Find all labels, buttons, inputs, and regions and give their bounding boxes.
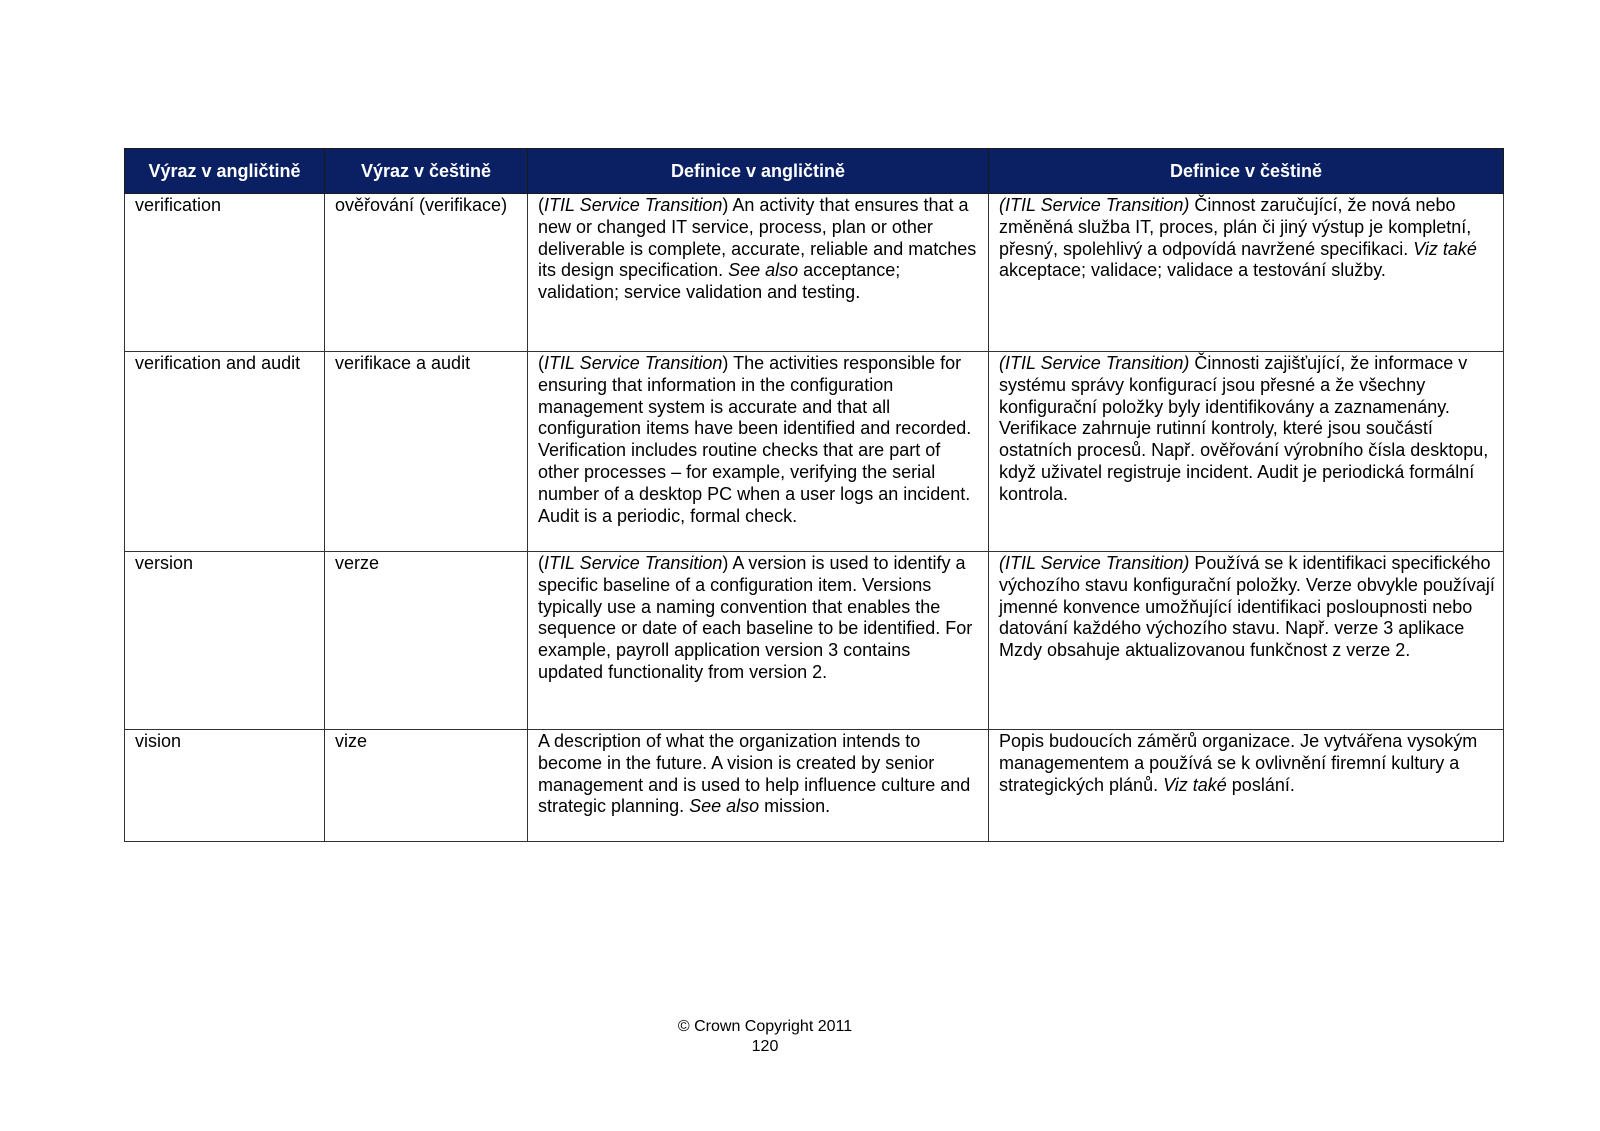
- book-reference: ITIL Service Transition: [544, 553, 723, 573]
- footer-copyright: © Crown Copyright 2011: [677, 1018, 853, 1035]
- term-en-cell: vision: [125, 730, 325, 842]
- text-run: Popis budoucích záměrů organizace. Je vytvářena vysokým managementem a používá se k ovlivnění firemní kultury a strategických plánů.: [999, 731, 1478, 795]
- text-run: Používá se k identifikaci specifického výchozího stavu konfigurační položky. Verze obvykle používají jmenné konvence umožňující identifikaci posloupnosti nebo datování každého výchozího stavu. Např. verze 3 aplikace Mzdy obsahuje aktualizovanou funkčnost z verze 2.: [999, 553, 1495, 661]
- text-run: (: [538, 353, 544, 373]
- definition-cs-cell: [989, 352, 1504, 552]
- text-run: A description of what the organization intends to become in the future. A vision is created by senior management and is used to help influence culture and strategic planning.: [538, 731, 971, 817]
- term-en-cell: verification: [125, 194, 325, 352]
- table-row: [125, 194, 1504, 352]
- definition-en-cell: [528, 552, 989, 730]
- header-definition-cs: Definice v češtině: [989, 149, 1504, 194]
- definition-en-cell: [528, 352, 989, 552]
- term-cs-cell: verze: [325, 552, 528, 730]
- term-cs-cell: vize: [325, 730, 528, 842]
- table-row: [125, 730, 1504, 842]
- book-reference: (ITIL Service Transition): [999, 353, 1190, 373]
- term-cs-cell: verifikace a audit: [325, 352, 528, 552]
- see-also-label: See also: [728, 260, 799, 281]
- term-en-cell: verification and audit: [125, 352, 325, 552]
- definition-cs-cell: [989, 194, 1504, 352]
- text-run: (: [538, 195, 544, 215]
- text-run: (: [538, 553, 544, 573]
- definition-en-cell: [528, 730, 989, 842]
- header-term-en: Výraz v angličtině: [125, 149, 325, 194]
- table-header-row: [125, 149, 1504, 194]
- page-number: 120: [751, 1038, 779, 1055]
- book-reference: ITIL Service Transition: [544, 195, 723, 215]
- text-run: ) A version is used to identify a specific baseline of a configuration item. Versions typically use a naming convention that enables the sequence or date of each baseline to be identified. For example, payroll application version 3 contains updated functionality from version 2.: [538, 553, 973, 682]
- book-reference: (ITIL Service Transition): [999, 195, 1190, 215]
- see-also-label: Viz také: [1413, 238, 1477, 259]
- table-row: [125, 352, 1504, 552]
- see-also-label: Viz také: [1163, 774, 1227, 795]
- header-term-cs: Výraz v češtině: [325, 149, 528, 194]
- term-en-cell: version: [125, 552, 325, 730]
- book-reference: (ITIL Service Transition): [999, 553, 1190, 573]
- term-cs-cell: ověřování (verifikace): [325, 194, 528, 352]
- glossary-table: [124, 148, 1504, 842]
- text-run: mission.: [759, 796, 831, 817]
- text-run: akceptace; validace; validace a testování služby.: [999, 260, 1386, 281]
- table-row: [125, 552, 1504, 730]
- definition-en-cell: [528, 194, 989, 352]
- see-also-label: See also: [689, 796, 760, 817]
- definition-cs-cell: [989, 730, 1504, 842]
- text-run: poslání.: [1226, 774, 1295, 795]
- text-run: Činnosti zajišťující, že informace v systému správy konfigurací jsou přesné a že všechny konfigurační položky byly identifikovány a zaznamenány. Verifikace zahrnuje rutinní kontroly, které jsou součástí ostatních procesů. Např. ověřování výrobního čísla desktopu, když uživatel registruje incident. Audit je periodická formální kontrola.: [999, 353, 1489, 504]
- header-definition-en: Definice v angličtině: [528, 149, 989, 194]
- text-run: Činnost zaručující, že nová nebo změněná služba IT, proces, plán či jiný výstup je kompletní, přesný, spolehlivý a odpovídá navržené specifikaci.: [999, 195, 1472, 259]
- text-run: acceptance; validation; service validation and testing.: [538, 260, 901, 303]
- text-run: ) The activities responsible for ensuring that information in the configuration management system is accurate and that all configuration items have been identified and recorded. Verification includes routine checks that are part of other processes – for example, verifying the serial number of a desktop PC when a user logs an incident. Audit is a periodic, formal check.: [538, 353, 972, 526]
- definition-cs-cell: [989, 552, 1504, 730]
- text-run: ) An activity that ensures that a new or changed IT service, process, plan or other deliverable is complete, accurate, reliable and matches its design specification.: [538, 195, 977, 281]
- book-reference: ITIL Service Transition: [544, 353, 723, 373]
